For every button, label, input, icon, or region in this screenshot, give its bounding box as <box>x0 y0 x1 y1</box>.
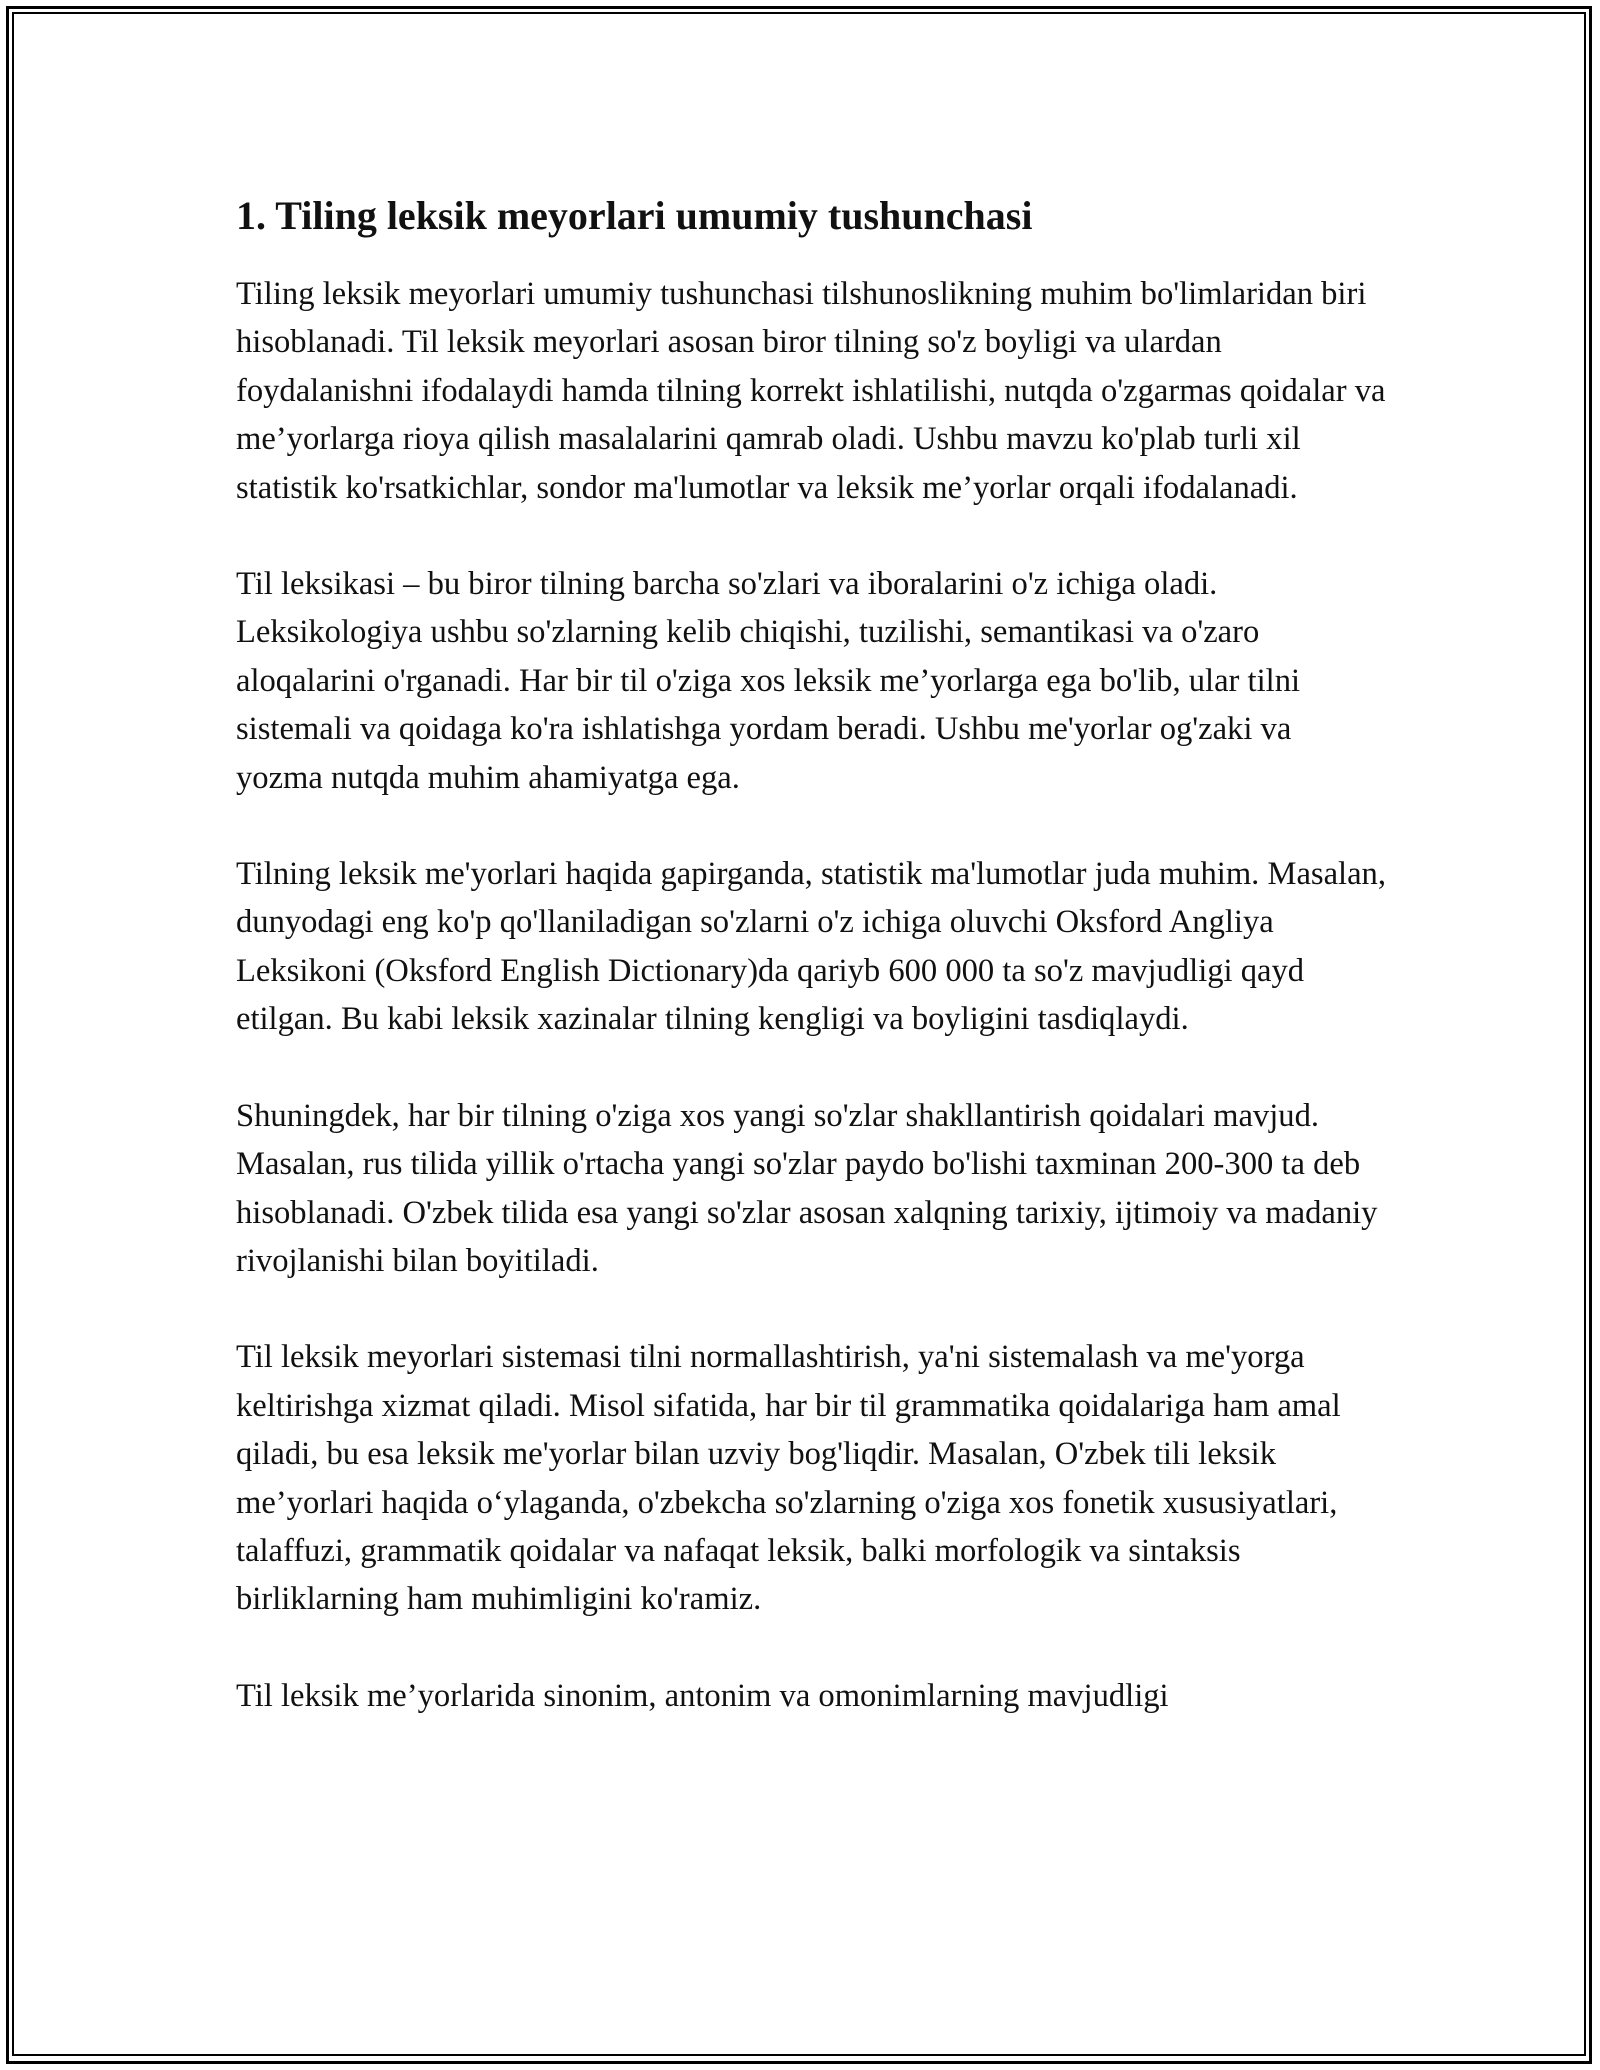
paragraph-2: Til leksikasi – bu biror tilning barcha so'zlari va iboralarini o'z ichiga oladi. Leksikologiya ushbu so'zlarning kelib chiqishi, tuzilishi, semantikasi va o'zaro aloqalarini o'rganadi. Har bir til o'ziga xos leksik me’yorlarga ega bo'lib, ular tilni sistemali va qoidaga ko'ra ishlatishga yordam beradi. Ushbu me'yorlar og'zaki va yozma nutqda muhim ahamiyatga ega. <box>236 566 1301 796</box>
paragraph-4: Shuningdek, har bir tilning o'ziga xos yangi so'zlar shakllantirish qoidalari mavjud. Masalan, rus tilida yillik o'rtacha yangi so'zlar paydo bo'lishi taxminan 200-300 ta deb hisoblanadi. O'zbek tilida esa yangi so'zlar asosan xalqning tarixiy, ijtimoiy va madaniy rivojlanishi bilan boyitiladi. <box>236 1097 1378 1279</box>
document-body <box>236 188 1386 1768</box>
section-heading: 1. Tiling leksik meyorlari umumiy tushunchasi <box>236 193 1033 238</box>
paragraph-1: Tiling leksik meyorlari umumiy tushunchasi tilshunoslikning muhim bo'limlaridan biri hisoblanadi. Til leksik meyorlari asosan biror tilning so'z boyligi va ulardan foydalanishni ifodalaydi hamda tilning korrekt ishlatilishi, nutqda o'zgarmas qoidalar va me’yorlarga rioya qilish masalalarini qamrab oladi. Ushbu mavzu ko'plab turli xil statistik ko'rsatkichlar, sondor ma'lumotlar va leksik me’yorlar orqali ifodalanadi. <box>236 276 1386 506</box>
paragraph-3: Tilning leksik me'yorlari haqida gapirganda, statistik ma'lumotlar juda muhim. Masalan, dunyodagi eng ko'p qo'llaniladigan so'zlarni o'z ichiga oluvchi Oksford Angliya Leksikoni (Oksford English Dictionary)da qariyb 600 000 ta so'z mavjudligi qayd etilgan. Bu kabi leksik xazinalar tilning kengligi va boyligini tasdiqlaydi. <box>236 856 1386 1038</box>
paragraph-6: Til leksik me’yorlarida sinonim, antonim va omonimlarning mavjudligi <box>236 1677 1169 1714</box>
paragraph-5: Til leksik meyorlari sistemasi tilni normallashtirish, ya'ni sistemalash va me'yorga keltirishga xizmat qiladi. Misol sifatida, har bir til grammatika qoidalariga ham amal qiladi, bu esa leksik me'yorlar bilan uzviy bog'liqdir. Masalan, O'zbek tili leksik me’yorlari haqida o‘ylaganda, o'zbekcha so'zlarning o'ziga xos fonetik xususiyatlari, talaffuzi, grammatik qoidalar va nafaqat leksik, balki morfologik va sintaksis birliklarning ham muhimligini ko'ramiz. <box>236 1339 1341 1618</box>
